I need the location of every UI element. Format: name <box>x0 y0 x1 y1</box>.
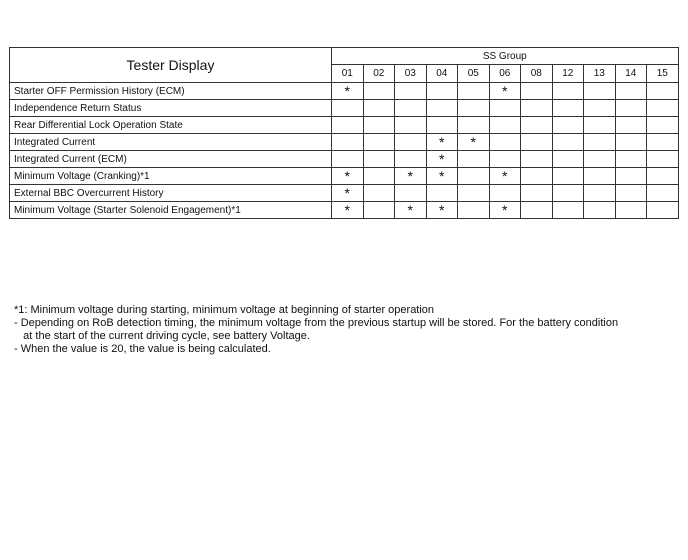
row-label: Rear Differential Lock Operation State <box>10 117 332 134</box>
table-row <box>10 117 679 134</box>
column-header-04: 04 <box>426 65 458 83</box>
table-cell <box>584 100 616 117</box>
table-cell <box>489 134 521 151</box>
table-cell: * <box>332 202 364 219</box>
column-header-08: 08 <box>521 65 553 83</box>
table-cell <box>458 117 490 134</box>
table-cell <box>426 117 458 134</box>
table-cell <box>458 151 490 168</box>
tester-display-header: Tester Display <box>10 48 332 83</box>
table-cell: * <box>489 83 521 100</box>
table-cell: * <box>332 168 364 185</box>
row-label: Integrated Current <box>10 134 332 151</box>
table-cell <box>332 100 364 117</box>
table-cell <box>521 100 553 117</box>
table-cell <box>426 185 458 202</box>
table-cell: * <box>395 168 427 185</box>
table-cell: * <box>426 151 458 168</box>
table-cell <box>363 168 395 185</box>
table-cell <box>458 202 490 219</box>
table-cell <box>552 202 584 219</box>
table-cell <box>458 185 490 202</box>
table-cell: * <box>426 202 458 219</box>
table-cell <box>647 151 679 168</box>
table-row <box>10 83 679 100</box>
table-cell <box>647 134 679 151</box>
table-cell <box>363 185 395 202</box>
table-cell <box>615 168 647 185</box>
table-cell <box>615 100 647 117</box>
column-header-15: 15 <box>647 65 679 83</box>
table-cell: * <box>489 202 521 219</box>
table-body <box>10 83 679 219</box>
table-cell <box>458 83 490 100</box>
table-cell: * <box>426 168 458 185</box>
table-row <box>10 151 679 168</box>
column-header-13: 13 <box>584 65 616 83</box>
table-cell <box>584 168 616 185</box>
table-cell: * <box>458 134 490 151</box>
table-row <box>10 100 679 117</box>
footnote-line: at the start of the current driving cycle, see battery Voltage. <box>14 330 310 342</box>
table-cell <box>615 185 647 202</box>
row-label: External BBC Overcurrent History <box>10 185 332 202</box>
table-row <box>10 168 679 185</box>
table-cell <box>552 168 584 185</box>
tester-display-table <box>9 47 679 219</box>
column-header-02: 02 <box>363 65 395 83</box>
table-cell <box>426 100 458 117</box>
table-cell <box>647 100 679 117</box>
table-cell <box>489 151 521 168</box>
table-cell <box>647 168 679 185</box>
column-header-03: 03 <box>395 65 427 83</box>
table-cell <box>395 100 427 117</box>
table-cell <box>395 134 427 151</box>
table-cell: * <box>332 83 364 100</box>
table-cell <box>584 83 616 100</box>
table-cell <box>615 117 647 134</box>
table-cell <box>489 185 521 202</box>
table-cell <box>647 185 679 202</box>
table-cell <box>647 202 679 219</box>
table-cell <box>615 83 647 100</box>
table-cell <box>521 83 553 100</box>
table-cell: * <box>332 185 364 202</box>
table-cell <box>363 117 395 134</box>
table-cell <box>332 117 364 134</box>
table-cell <box>521 134 553 151</box>
table-cell <box>458 100 490 117</box>
table-cell <box>489 100 521 117</box>
table-cell <box>521 117 553 134</box>
table-cell <box>332 151 364 168</box>
table-cell <box>489 117 521 134</box>
table-cell <box>521 185 553 202</box>
table-cell: * <box>426 134 458 151</box>
table-cell <box>615 202 647 219</box>
row-label: Minimum Voltage (Starter Solenoid Engagement)*1 <box>10 202 332 219</box>
row-label: Starter OFF Permission History (ECM) <box>10 83 332 100</box>
table-cell <box>395 185 427 202</box>
table-cell <box>647 117 679 134</box>
table-cell <box>521 168 553 185</box>
ss-group-header: SS Group <box>332 48 679 65</box>
table-cell <box>395 83 427 100</box>
table-cell <box>521 202 553 219</box>
table-cell <box>363 202 395 219</box>
table-cell <box>552 83 584 100</box>
table-cell <box>363 134 395 151</box>
row-label: Integrated Current (ECM) <box>10 151 332 168</box>
table-cell: * <box>395 202 427 219</box>
column-header-01: 01 <box>332 65 364 83</box>
table-cell <box>426 83 458 100</box>
column-header-14: 14 <box>615 65 647 83</box>
table-cell <box>552 134 584 151</box>
table-cell <box>584 151 616 168</box>
table-cell <box>552 151 584 168</box>
column-header-12: 12 <box>552 65 584 83</box>
table-cell <box>615 134 647 151</box>
table-cell <box>521 151 553 168</box>
table-cell <box>363 100 395 117</box>
table-cell <box>363 83 395 100</box>
table-cell <box>395 151 427 168</box>
footnote-line: *1: Minimum voltage during starting, minimum voltage at beginning of starter operation <box>14 304 435 316</box>
table-cell: * <box>489 168 521 185</box>
table-cell <box>584 117 616 134</box>
table-cell <box>363 151 395 168</box>
table-cell <box>615 151 647 168</box>
table-cell <box>458 168 490 185</box>
table-cell <box>552 100 584 117</box>
table-cell <box>332 134 364 151</box>
table-cell <box>552 117 584 134</box>
footnote-line: - When the value is 20, the value is being calculated. <box>14 343 271 355</box>
column-header-06: 06 <box>489 65 521 83</box>
table-cell <box>584 185 616 202</box>
footnote-line: - Depending on RoB detection timing, the minimum voltage from the previous startup will be stored. For the battery condition <box>14 317 619 329</box>
column-header-05: 05 <box>458 65 490 83</box>
table-cell <box>647 83 679 100</box>
table-cell <box>395 117 427 134</box>
row-label: Independence Return Status <box>10 100 332 117</box>
row-label: Minimum Voltage (Cranking)*1 <box>10 168 332 185</box>
table-cell <box>552 185 584 202</box>
table-row <box>10 185 679 202</box>
table-cell <box>584 134 616 151</box>
footnotes <box>14 304 674 356</box>
table-cell <box>584 202 616 219</box>
table-row <box>10 202 679 219</box>
table-row <box>10 134 679 151</box>
